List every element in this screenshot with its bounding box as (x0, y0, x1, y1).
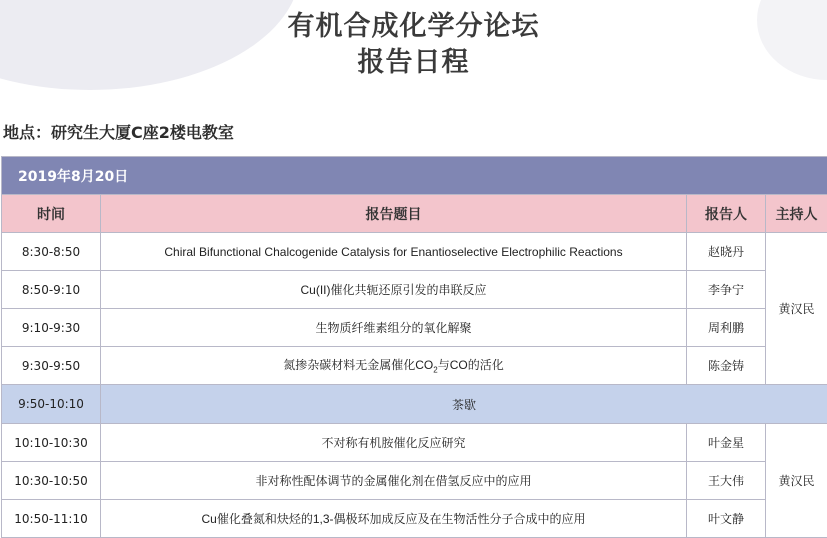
header-row (2, 195, 827, 233)
column-header-speaker: 报告人 (687, 195, 766, 233)
time-cell: 9:10-9:30 (2, 309, 101, 347)
speaker-cell: 周利鹏 (687, 309, 766, 347)
tea-break-row (2, 385, 827, 424)
host-cell: 黄汉民 (766, 424, 827, 538)
time-cell: 10:50-11:10 (2, 500, 101, 538)
time-cell: 8:30-8:50 (2, 233, 101, 271)
topic-cell: Cu(II)催化共轭还原引发的串联反应 (101, 271, 687, 309)
tea-break-label: 茶歇 (101, 385, 827, 424)
page-subtitle: 报告日程 (0, 40, 827, 79)
topic-text-pre: 氮掺杂碳材料无金属催化CO (283, 358, 433, 372)
topic-text-post: 与CO的活化 (438, 358, 504, 372)
time-cell: 10:10-10:30 (2, 424, 101, 462)
topic-cell: 生物质纤维素组分的氧化解聚 (101, 309, 687, 347)
topic-cell: 非对称性配体调节的金属催化剂在借氢反应中的应用 (101, 462, 687, 500)
schedule-table (1, 156, 827, 538)
column-header-topic: 报告题目 (101, 195, 687, 233)
subscript-2: 2 (433, 366, 437, 375)
table-row (2, 271, 827, 309)
table-row (2, 500, 827, 538)
schedule-date: 2019年8月20日 (2, 157, 827, 195)
speaker-cell: 李争宁 (687, 271, 766, 309)
page-title: 有机合成化学分论坛 (0, 4, 827, 43)
topic-cell: Cu催化叠氮和炔烃的1,3-偶极环加成反应及在生物活性分子合成中的应用 (101, 500, 687, 538)
topic-cell (101, 347, 687, 385)
table-row (2, 462, 827, 500)
table-row (2, 347, 827, 385)
speaker-cell: 王大伟 (687, 462, 766, 500)
speaker-cell: 赵晓丹 (687, 233, 766, 271)
topic-cell: 不对称有机胺催化反应研究 (101, 424, 687, 462)
topic-cell: Chiral Bifunctional Chalcogenide Catalysis for Enantioselective Electrophilic Reactions (101, 233, 687, 271)
time-cell: 10:30-10:50 (2, 462, 101, 500)
column-header-host: 主持人 (766, 195, 827, 233)
speaker-cell: 叶金星 (687, 424, 766, 462)
host-cell: 黄汉民 (766, 233, 827, 385)
table-row (2, 233, 827, 271)
time-cell: 8:50-9:10 (2, 271, 101, 309)
date-row (2, 157, 827, 195)
table-row (2, 424, 827, 462)
table-row (2, 309, 827, 347)
time-cell: 9:30-9:50 (2, 347, 101, 385)
speaker-cell: 叶文静 (687, 500, 766, 538)
column-header-time: 时间 (2, 195, 101, 233)
speaker-cell: 陈金铸 (687, 347, 766, 385)
venue-text: 地点：研究生大厦C座2楼电教室 (3, 120, 234, 143)
time-cell: 9:50-10:10 (2, 385, 101, 424)
